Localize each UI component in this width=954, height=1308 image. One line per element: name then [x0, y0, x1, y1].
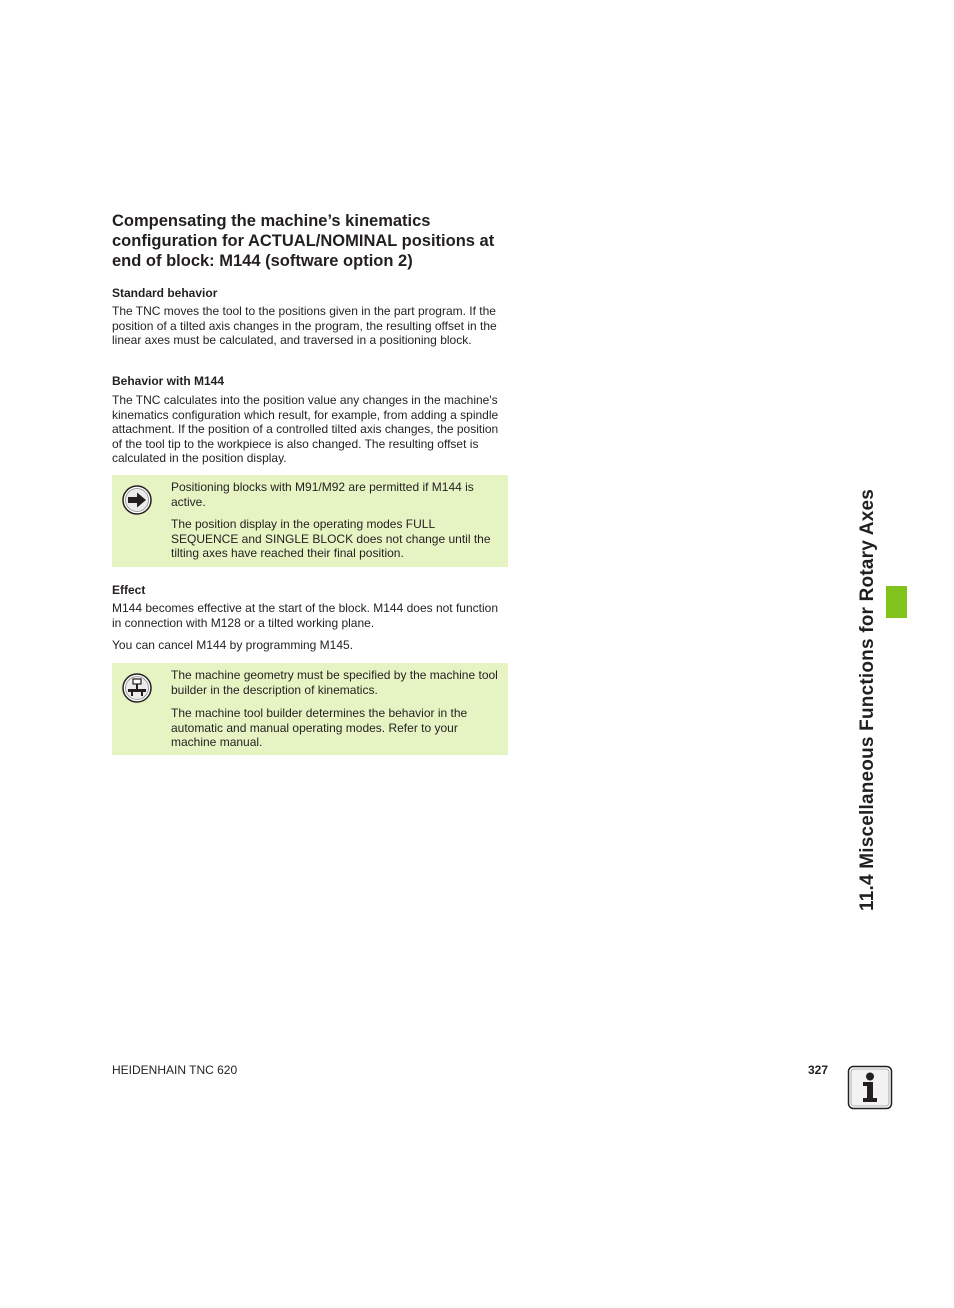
effect-paragraph-2: You can cancel M144 by programming M145. — [112, 638, 354, 652]
page-number: 327 — [808, 1063, 829, 1077]
chapter-side-title-text: 11.4 Miscellaneous Functions for Rotary Axes — [857, 488, 878, 912]
m144-behavior-heading: Behavior with M144 — [112, 374, 225, 388]
standard-behavior-text: The TNC moves the tool to the positions given in the part program. If the position of a tilted axis changes in the program, the resulting offset in the linear axes must be calculated, and traversed in a positioning block. — [112, 304, 497, 347]
section-title: Compensating the machine’s kinematics configuration for ACTUAL/NOMINAL positions at end of block: M144 (software option 2) — [112, 212, 495, 270]
chapter-side-title — [857, 488, 878, 912]
note1-paragraph-1: Positioning blocks with M91/M92 are permitted if M144 is active. — [171, 480, 474, 509]
footer-product-name: HEIDENHAIN TNC 620 — [112, 1063, 238, 1077]
chapter-tab-marker — [886, 586, 907, 618]
note-box-machine — [112, 663, 508, 755]
effect-heading: Effect — [112, 583, 146, 597]
effect-paragraph-1: M144 becomes effective at the start of the block. M144 does not function in connection with M128 or a tilted working plane. — [112, 601, 499, 630]
note2-paragraph-2: The machine tool builder determines the behavior in the automatic and manual operating modes. Refer to your machine manual. — [171, 706, 468, 749]
m144-behavior-text: The TNC calculates into the position value any changes in the machine's kinematics configuration which result, for example, from adding a spindle attachment. If the position of a controlled tilted axis changes, the position of the tool tip to the workpiece is also changed. The resulting offset is calculated in the position display. — [112, 393, 499, 465]
standard-behavior-heading: Standard behavior — [112, 286, 218, 300]
note-box-positioning — [112, 475, 508, 567]
info-icon — [847, 1065, 893, 1110]
note2-paragraph-1: The machine geometry must be specified by the machine tool builder in the description of kinematics. — [171, 668, 498, 697]
note1-paragraph-2: The position display in the operating modes FULL SEQUENCE and SINGLE BLOCK does not change until the tilting axes have reached their final position. — [171, 517, 491, 560]
machine-icon — [122, 673, 152, 703]
arrow-right-icon — [122, 485, 152, 515]
